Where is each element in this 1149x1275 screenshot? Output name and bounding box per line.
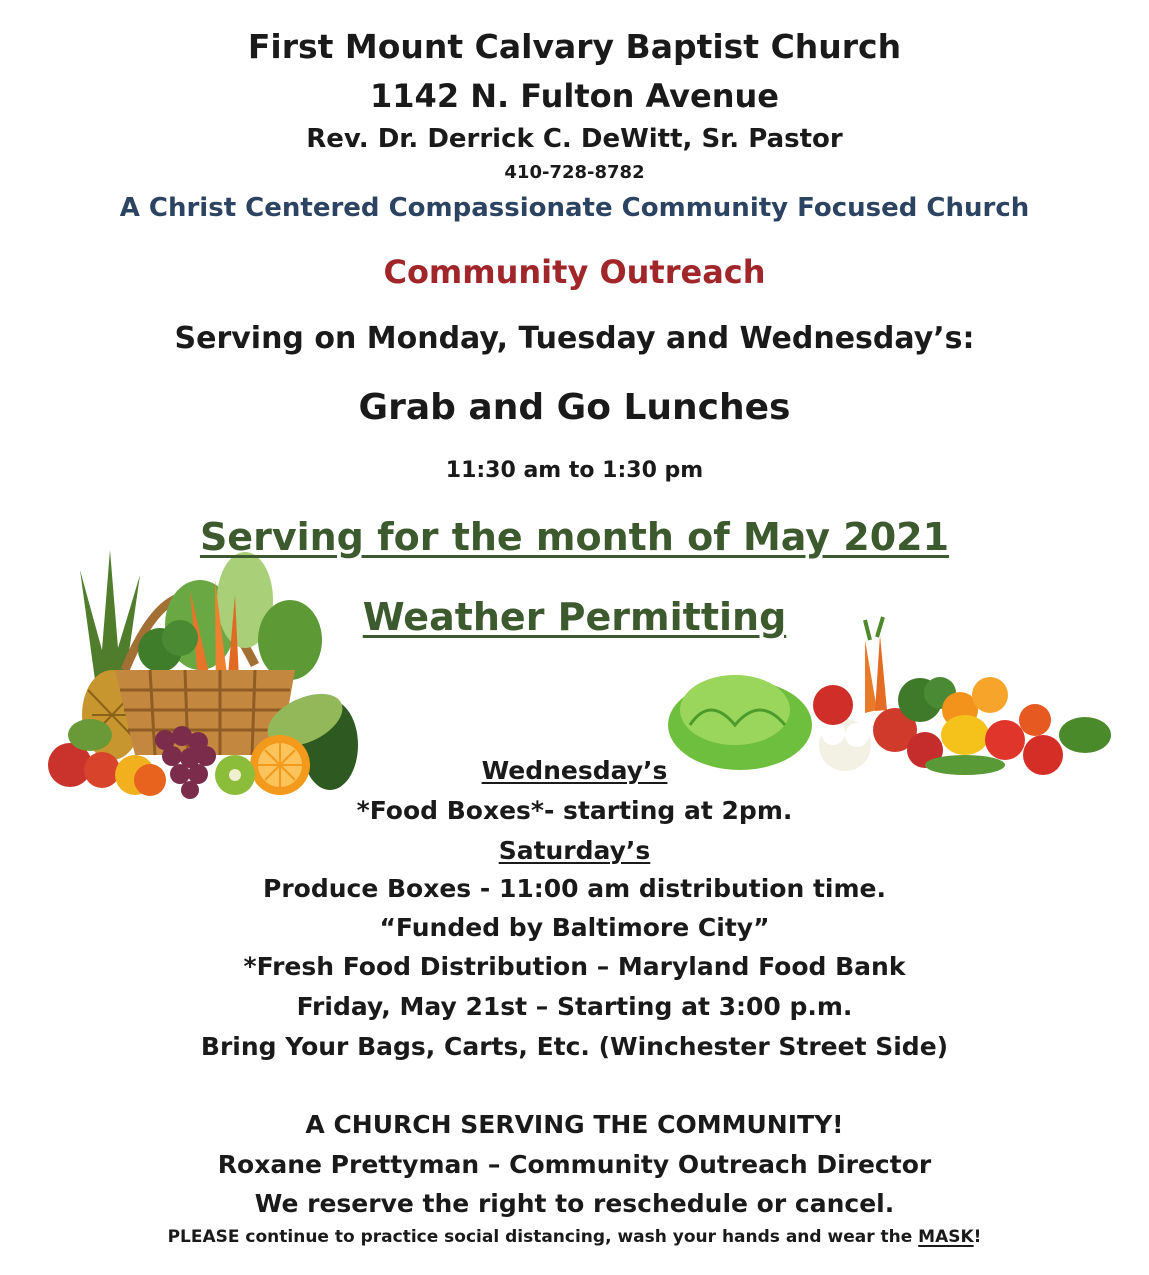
reserve-notice: We reserve the right to reschedule or cancel. (254, 1189, 895, 1218)
wednesday-heading (0, 758, 1149, 783)
pastor-name: Rev. Dr. Derrick C. DeWitt, Sr. Pastor (306, 124, 843, 154)
month-heading: Serving for the month of May 2021 (199, 515, 950, 559)
church-name: First Mount Calvary Baptist Church (247, 27, 902, 66)
safety-notice-suffix: ! (973, 1227, 982, 1247)
fresh-food-line: *Fresh Food Distribution – Maryland Food Bank (243, 952, 906, 981)
lunch-hours: 11:30 am to 1:30 pm (445, 458, 704, 483)
friday-line: Friday, May 21st – Starting at 3:00 p.m. (296, 992, 853, 1021)
bags-line: Bring Your Bags, Carts, Etc. (Winchester Street Side) (200, 1032, 949, 1061)
funded-line: “Funded by Baltimore City” (379, 913, 770, 942)
phone-number: 410-728-8782 (504, 162, 645, 183)
church-tagline: A Christ Centered Compassionate Community Focused Church (119, 193, 1030, 223)
outreach-title: Community Outreach (383, 253, 766, 291)
saturday-heading (0, 838, 1149, 863)
mask-word: MASK (918, 1227, 974, 1247)
safety-notice-text: PLEASE continue to practice social distancing, wash your hands and wear the (167, 1227, 919, 1247)
outreach-director: Roxane Prettyman – Community Outreach Director (217, 1150, 932, 1179)
saturday-heading-text: Saturday’s (498, 836, 651, 865)
safety-notice (0, 1229, 1149, 1246)
slogan: A CHURCH SERVING THE COMMUNITY! (305, 1110, 844, 1139)
food-boxes-line: *Food Boxes*- starting at 2pm. (356, 796, 793, 825)
produce-boxes-line: Produce Boxes - 11:00 am distribution time. (263, 874, 886, 903)
wednesday-heading-text: Wednesday’s (481, 756, 668, 785)
church-address: 1142 N. Fulton Avenue (370, 77, 779, 115)
weather-heading: Weather Permitting (362, 595, 787, 639)
lunches-heading: Grab and Go Lunches (358, 387, 791, 428)
serving-days: Serving on Monday, Tuesday and Wednesday’s: (174, 321, 975, 356)
vegetables-illustration (665, 615, 1115, 780)
